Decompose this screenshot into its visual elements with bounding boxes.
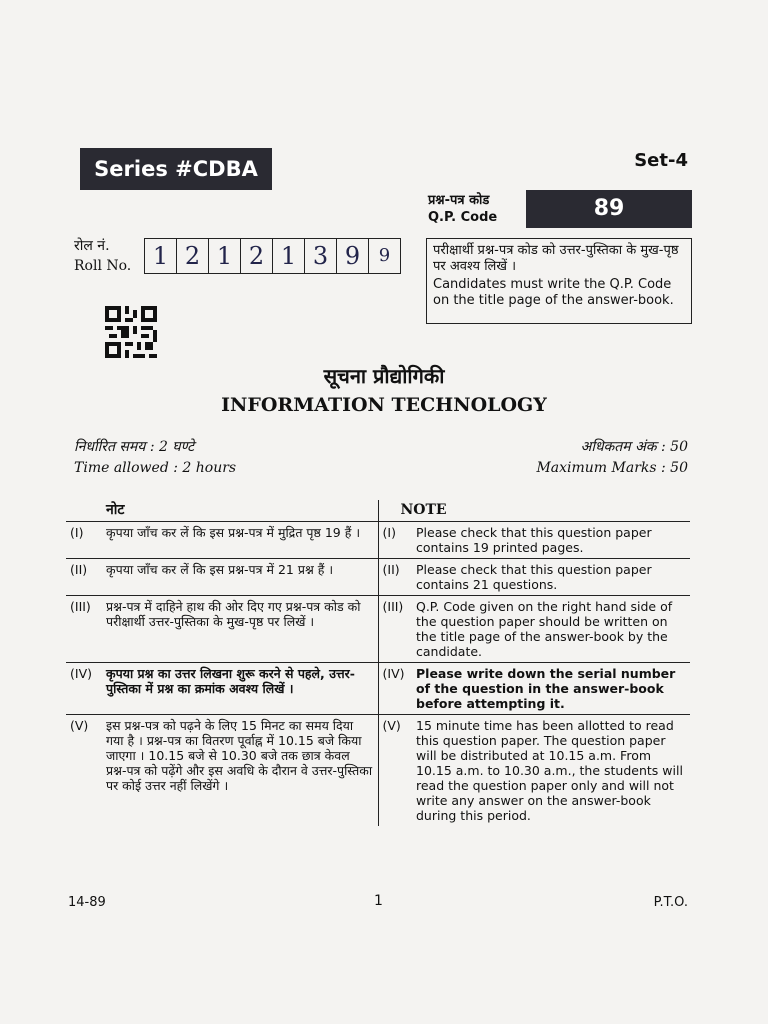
candidate-instruction-box	[426, 238, 692, 324]
roll-digit: 1	[273, 239, 305, 273]
roll-label-hindi: रोल नं.	[74, 238, 110, 254]
notes-table	[66, 500, 690, 826]
instruction-hindi: परीक्षार्थी प्रश्न-पत्र कोड को उत्तर-पुस्तिका के मुख-पृष्ठ पर अवश्य लिखें ।	[433, 243, 679, 274]
note-number: (II)	[378, 559, 412, 596]
note-text-hindi: कृपया प्रश्न का उत्तर लिखना शुरू करने से पहले, उत्तर-पुस्तिका में प्रश्न का क्रमांक अवश्य लिखें ।	[102, 663, 378, 715]
note-number: (I)	[66, 522, 102, 559]
roll-digit: 9	[337, 239, 369, 273]
roll-digit: 9	[378, 245, 391, 266]
note-number: (I)	[378, 522, 412, 559]
note-number: (V)	[66, 715, 102, 827]
notes-header	[66, 500, 690, 522]
note-text-hindi: इस प्रश्न-पत्र को पढ़ने के लिए 15 मिनट का समय दिया गया है । प्रश्न-पत्र का वितरण पूर्वाह्न में 10.15 बजे किया जाएगा । 10.15 बजे से 10.30 बजे तक छात्र केवल प्रश्न-पत्र को पढ़ेंगे और इस अवधि के दौरान वे उत्तर-पुस्तिका पर कोई उत्तर नहीं लिखेंगे ।	[102, 715, 378, 827]
series-label: Series #CDBA	[80, 148, 272, 190]
note-text-hindi: कृपया जाँच कर लें कि इस प्रश्न-पत्र में मुद्रित पृष्ठ 19 हैं ।	[102, 522, 378, 559]
time-allowed-english: Time allowed : 2 hours	[74, 460, 237, 476]
qp-code-label	[428, 192, 497, 226]
note-text-english: Q.P. Code given on the right hand side of the question paper should be written on the title page of the answer-book by the candidate.	[412, 596, 690, 663]
roll-digit: 1	[145, 239, 177, 273]
note-number: (IV)	[66, 663, 102, 715]
note-text-english: Please check that this question paper contains 19 printed pages.	[412, 522, 690, 559]
note-row	[66, 715, 690, 827]
roll-number-boxes	[144, 238, 401, 274]
roll-number-label	[74, 236, 131, 276]
qp-code-value: 89	[526, 190, 692, 228]
note-row	[66, 596, 690, 663]
roll-digit: 1	[209, 239, 241, 273]
note-row	[66, 663, 690, 715]
note-text-english: Please write down the serial number of the question in the answer-book before attempting it.	[412, 663, 690, 715]
note-row	[66, 522, 690, 559]
note-number: (IV)	[378, 663, 412, 715]
note-text-english: 15 minute time has been allotted to read this question paper. The question paper will be distributed at 10.15 a.m. From 10.15 a.m. to 10.30 a.m., the students will read the question paper only and will not write any answer on the answer-book during this period.	[412, 715, 690, 827]
roll-digit: 3	[305, 239, 337, 273]
pto-label: P.T.O.	[653, 895, 688, 910]
qp-code-label-english: Q.P. Code	[428, 210, 498, 225]
qr-code-icon	[105, 306, 157, 358]
max-marks-hindi: अधिकतम अंक : 50	[580, 439, 688, 455]
set-label: Set-4	[634, 150, 688, 171]
note-number: (V)	[378, 715, 412, 827]
note-number: (III)	[66, 596, 102, 663]
roll-digit: 2	[241, 239, 273, 273]
qp-code-label-hindi: प्रश्न-पत्र कोड	[428, 193, 490, 208]
note-number: (II)	[66, 559, 102, 596]
max-marks-english: Maximum Marks : 50	[536, 460, 688, 476]
subject-title-hindi: सूचना प्रौद्योगिकी	[323, 364, 445, 388]
notes-header-hindi: नोट	[66, 500, 378, 522]
note-text-hindi: कृपया जाँच कर लें कि इस प्रश्न-पत्र में 21 प्रश्न हैं ।	[102, 559, 378, 596]
paper-code-footer: 14-89	[68, 895, 106, 910]
roll-digit: 2	[177, 239, 209, 273]
note-text-english: Please check that this question paper contains 21 questions.	[412, 559, 690, 596]
time-allowed-hindi: निर्धारित समय : 2 घण्टे	[74, 439, 195, 455]
page-number: 1	[374, 893, 383, 909]
instruction-english: Candidates must write the Q.P. Code on the title page of the answer-book.	[433, 277, 674, 308]
subject-title-english: INFORMATION TECHNOLOGY	[221, 394, 547, 416]
note-row	[66, 559, 690, 596]
note-text-hindi: प्रश्न-पत्र में दाहिने हाथ की ओर दिए गए प्रश्न-पत्र कोड को परीक्षार्थी उत्तर-पुस्तिका के मुख-पृष्ठ पर लिखें ।	[102, 596, 378, 663]
notes-header-english: NOTE	[400, 502, 447, 518]
roll-label-english: Roll No.	[74, 258, 132, 274]
note-number: (III)	[378, 596, 412, 663]
